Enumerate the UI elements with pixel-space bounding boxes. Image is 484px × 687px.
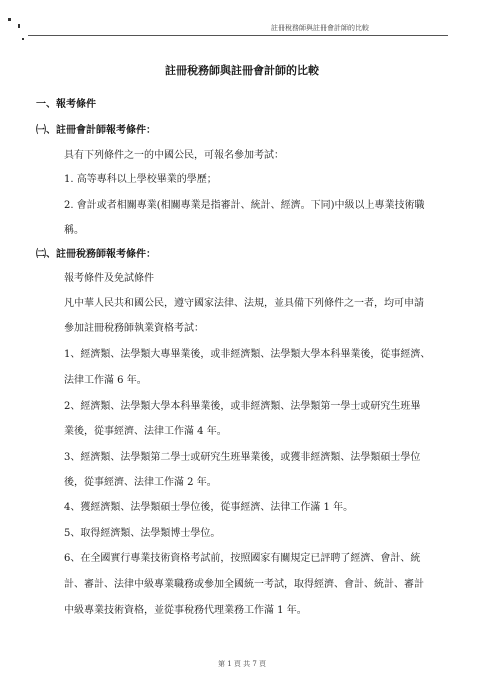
- list-item: 2、經濟類、法學類大學本科畢業後，或非經濟類、法學類第一學士或研究生班畢: [64, 401, 421, 412]
- paragraph-label: 報考條件及免試條件: [64, 273, 154, 284]
- scan-speck: [8, 18, 11, 21]
- page-number: 第 1 頁 共 7 頁: [217, 660, 267, 668]
- list-item: 2. 會計或者相關專業(相關專業是指審計、統計、經濟。下同)中級以上專業技術職: [64, 200, 425, 211]
- running-header: 註冊稅務師與註冊會計師的比較: [271, 24, 369, 32]
- section-heading: 一、報考條件: [36, 99, 96, 110]
- list-item-continuation: 業後，從事經濟、法律工作滿 4 年。: [64, 426, 227, 437]
- document-title: 註冊稅務師與註冊會計師的比較: [165, 64, 319, 77]
- scan-speck: [18, 24, 20, 28]
- list-item-continuation: 中級專業技術資格，並從事稅務代理業務工作滿 1 年。: [64, 605, 307, 616]
- list-item: 5、取得經濟類、法學類博士學位。: [64, 528, 221, 539]
- list-item: 1、經濟類、法學類大專畢業後，或非經濟類、法學類大學本科畢業後，從事經濟、: [64, 349, 431, 360]
- subsection-heading: ㈡、註冊稅務師報考條件：: [36, 249, 156, 260]
- header-rule: [28, 35, 448, 36]
- scan-speck: [22, 38, 24, 40]
- list-item: 6、在全國實行專業技術資格考試前，按照國家有關規定已評聘了經濟、會計、統: [64, 553, 421, 564]
- list-item-continuation: 後，從事經濟、法律工作滿 2 年。: [64, 477, 217, 488]
- list-item-continuation: 法律工作滿 6 年。: [64, 375, 147, 386]
- list-item-continuation: 計、審計、法律中級專業職務或參加全國統一考試，取得經濟、會計、統計、審計: [64, 579, 424, 590]
- list-item: 1. 高等專科以上學校畢業的學歷；: [64, 174, 217, 185]
- list-item: 4、獲經濟類、法學類碩士學位後，從事經濟、法律工作滿 1 年。: [64, 502, 354, 513]
- paragraph-line: 參加註冊稅務師執業資格考試：: [64, 323, 204, 334]
- subsection-heading: ㈠、註冊會計師報考條件：: [36, 125, 156, 136]
- list-item: 3、經濟類、法學類第二學士或研究生班畢業後，或獲非經濟類、法學類碩士學位: [64, 452, 421, 463]
- paragraph-line: 凡中華人民共和國公民，遵守國家法律、法規，並具備下列條件之一者，均可申請: [64, 298, 424, 309]
- list-item-continuation: 稱。: [64, 225, 84, 236]
- paragraph-line: 具有下列條件之一的中國公民，可報名參加考試：: [64, 150, 284, 161]
